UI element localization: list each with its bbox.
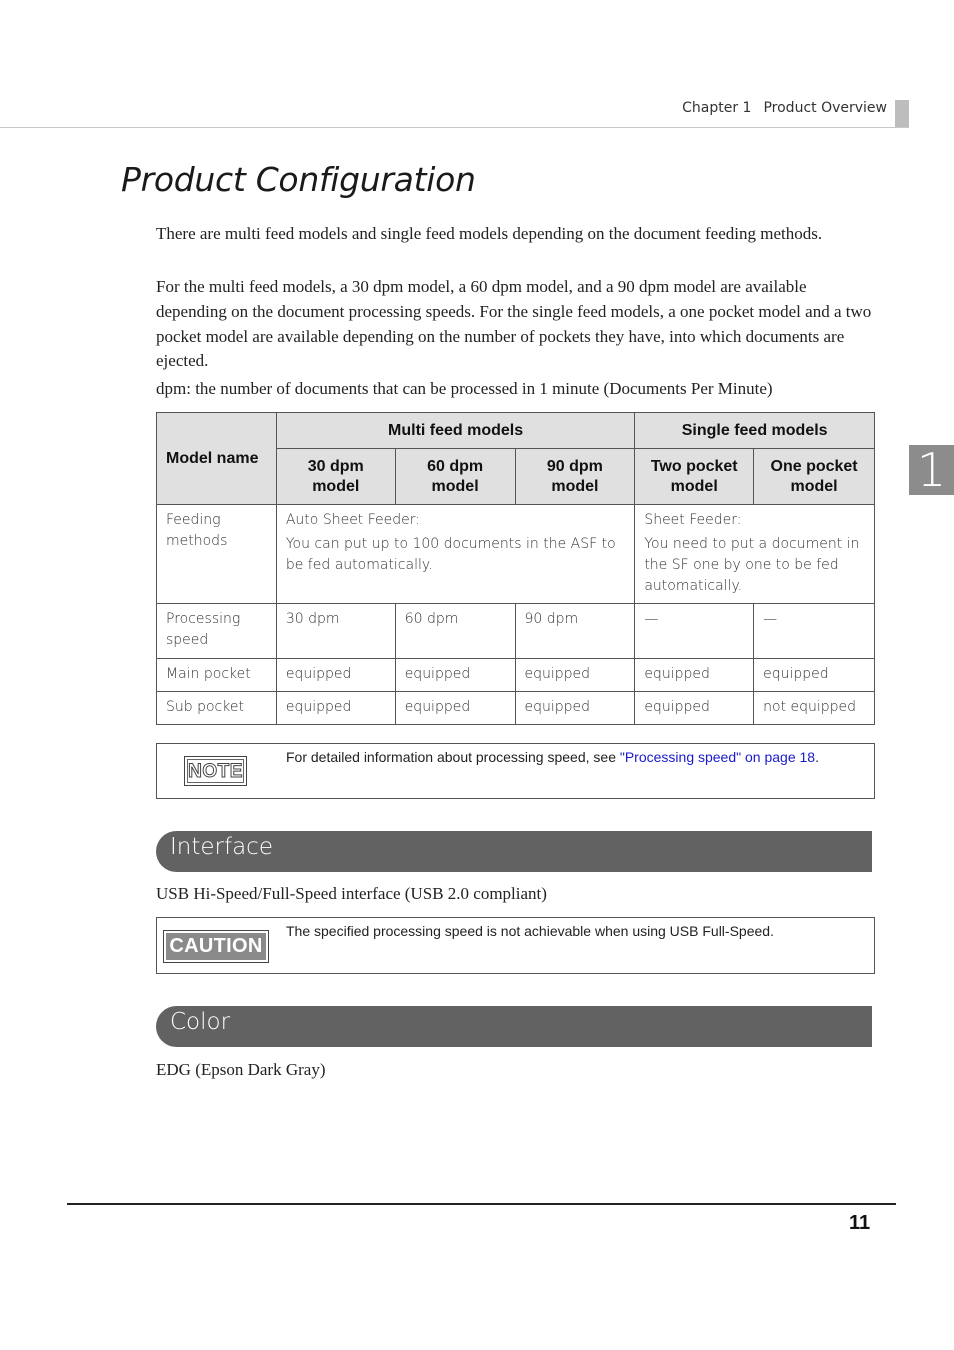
header-90dpm: 90 dpm model <box>515 449 635 505</box>
table-cell: — <box>635 604 754 659</box>
table-row <box>157 692 875 725</box>
table-cell: — <box>754 604 875 659</box>
table-row <box>157 604 875 659</box>
caution-badge-label: CAUTION <box>166 933 266 960</box>
table-cell: 90 dpm <box>515 604 635 659</box>
note-text-after: . <box>815 749 819 765</box>
intro-paragraph-2: For the multi feed models, a 30 dpm model, a 60 dpm model, and a 90 dpm model are available depending on the document processing speeds. For the single feed models, a one pocket model and a two pocket model are available depending on the number of pockets they have, into which documents are ejected. <box>156 277 872 371</box>
sf-description: You need to put a document in the SF one by one to be fed automatically. <box>644 536 860 594</box>
table-cell: equipped <box>276 692 395 725</box>
table-cell: not equipped <box>754 692 875 725</box>
row-label: Processing speed <box>157 604 277 659</box>
interface-section-header <box>156 831 872 872</box>
configuration-table <box>156 412 875 725</box>
table-cell: equipped <box>754 659 875 692</box>
table-cell: 30 dpm <box>276 604 395 659</box>
note-text-before: For detailed information about processing speed, see <box>286 749 620 765</box>
footer-rule <box>67 1203 896 1205</box>
table-cell: equipped <box>276 659 395 692</box>
table-cell: equipped <box>515 692 635 725</box>
note-text <box>286 749 819 765</box>
header-model-name: Model name <box>157 413 277 505</box>
header-section: Product Overview <box>763 100 887 116</box>
header-rule <box>0 127 909 128</box>
header-60dpm: 60 dpm model <box>395 449 515 505</box>
color-heading: Color <box>170 1009 231 1035</box>
header-chapter: Chapter 1 <box>682 100 752 116</box>
note-badge <box>184 756 247 786</box>
table-cell: 60 dpm <box>395 604 515 659</box>
header-marker <box>895 100 909 128</box>
cell-feeding-single <box>635 505 875 604</box>
chapter-tab: 1 <box>909 445 954 495</box>
row-label: Sub pocket <box>157 692 277 725</box>
asf-description: You can put up to 100 documents in the ASF to be fed automatically. <box>285 536 616 573</box>
row-label: Main pocket <box>157 659 277 692</box>
header-multi-feed: Multi feed models <box>276 413 634 449</box>
page-title: Product Configuration <box>121 160 476 199</box>
processing-speed-link[interactable]: "Processing speed" on page 18 <box>619 749 816 765</box>
color-section-header <box>156 1006 872 1047</box>
table-cell: equipped <box>635 659 754 692</box>
table-cell: equipped <box>515 659 635 692</box>
table-header-row <box>157 413 875 449</box>
table-cell: equipped <box>395 692 515 725</box>
header-two-pocket: Two pocket model <box>635 449 754 505</box>
table-row <box>157 505 875 604</box>
header-one-pocket: One pocket model <box>754 449 875 505</box>
interface-heading: Interface <box>170 834 273 860</box>
caution-badge <box>163 930 269 963</box>
note-box <box>156 743 875 799</box>
running-header <box>682 100 887 116</box>
color-body: EDG (Epson Dark Gray) <box>156 1060 326 1079</box>
header-30dpm: 30 dpm model <box>276 449 395 505</box>
interface-body: USB Hi-Speed/Full-Speed interface (USB 2.0 compliant) <box>156 884 547 903</box>
page-number: 11 <box>849 1212 871 1234</box>
caution-text: The specified processing speed is not achievable when using USB Full-Speed. <box>286 923 774 939</box>
row-label: Feeding methods <box>157 505 277 604</box>
intro-paragraph-1: There are multi feed models and single feed models depending on the document feeding methods. <box>156 224 823 243</box>
intro-paragraph-3: dpm: the number of documents that can be processed in 1 minute (Documents Per Minute) <box>156 379 773 398</box>
cell-feeding-multi <box>276 505 634 604</box>
table-cell: equipped <box>635 692 754 725</box>
header-single-feed: Single feed models <box>635 413 875 449</box>
table-cell: equipped <box>395 659 515 692</box>
table-row <box>157 659 875 692</box>
asf-title: Auto Sheet Feeder: <box>285 512 420 528</box>
note-badge-label: NOTE <box>188 761 243 782</box>
sf-title: Sheet Feeder: <box>644 512 742 528</box>
caution-box <box>156 917 875 974</box>
